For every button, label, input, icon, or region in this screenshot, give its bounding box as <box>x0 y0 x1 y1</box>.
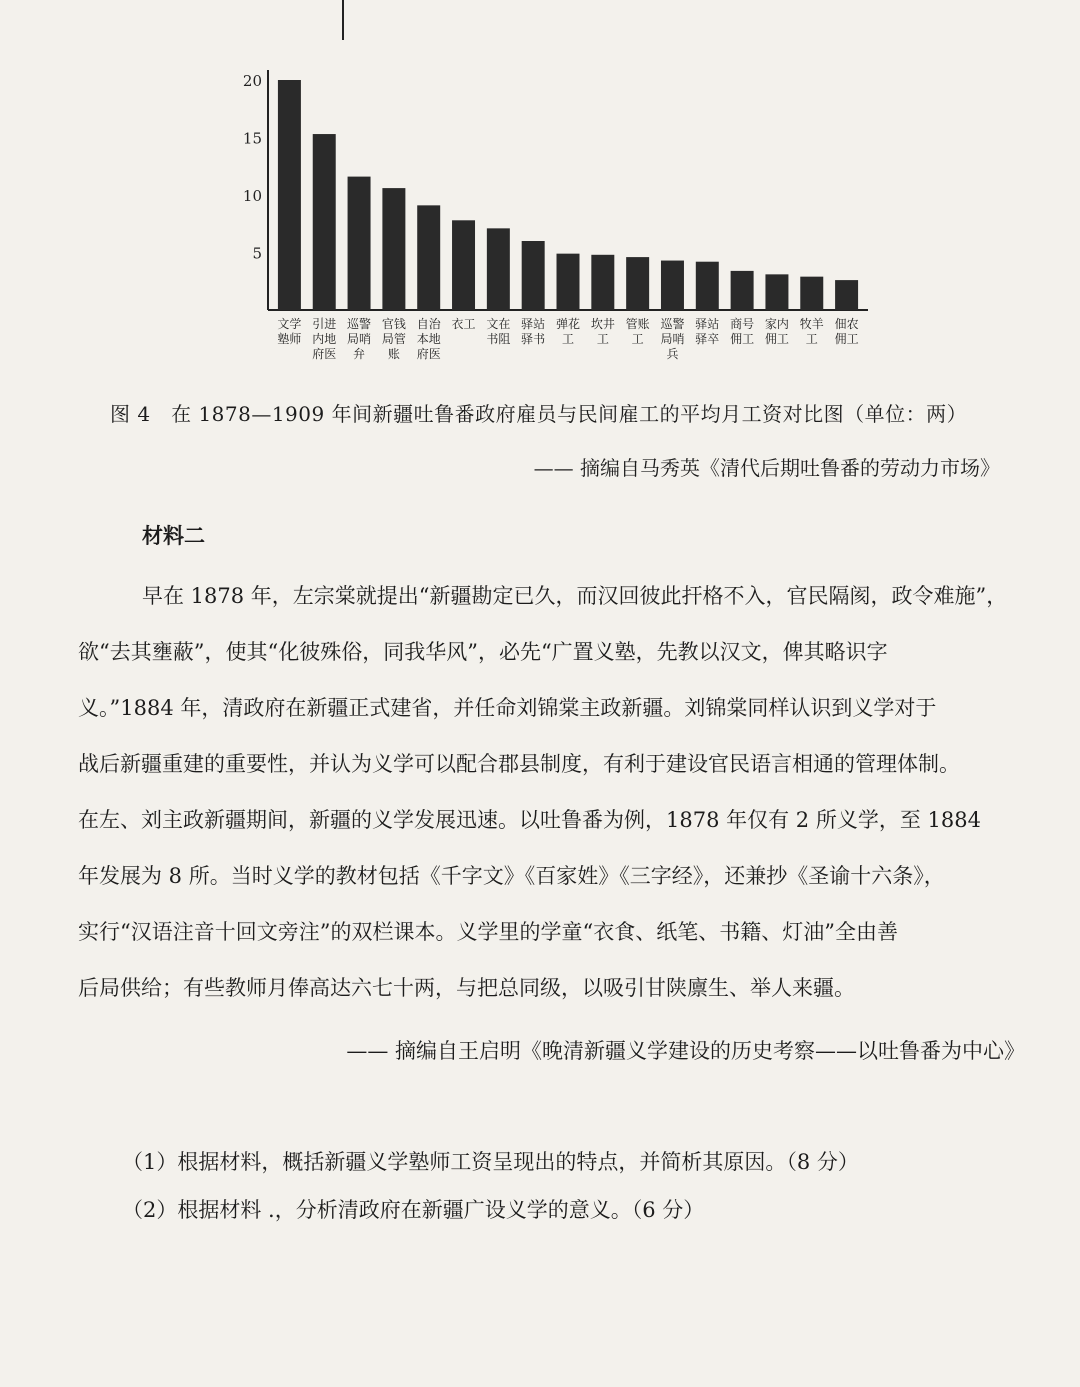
x-category-label: 工 <box>631 332 644 346</box>
paragraph-line: 后局供给；有些教师月俸高达六七十两，与把总同级，以吸引甘陕廪生、举人来疆。 <box>78 976 855 1000</box>
x-category-label: 家内 <box>764 317 789 331</box>
paragraph-line: 义。”1884 年，清政府在新疆正式建省，并任命刘锦棠主政新疆。刘锦棠同样认识到义学对于 <box>78 696 937 720</box>
section-title: 材料二 <box>142 523 205 548</box>
x-category-label: 官钱 <box>381 317 406 331</box>
x-category-label: 驿书 <box>521 332 546 346</box>
x-category-label: 兵 <box>666 347 679 361</box>
bar <box>522 241 545 310</box>
y-tick-label: 20 <box>242 72 262 90</box>
paragraph-line: 实行“汉语注音十回文旁注”的双栏课本。义学里的学童“衣食、纸笔、书籍、灯油”全由善 <box>78 920 898 944</box>
bar <box>313 134 336 310</box>
x-category-label: 本地 <box>416 332 441 346</box>
x-category-label: 内地 <box>312 332 337 346</box>
bar <box>382 188 405 310</box>
wage-bar-chart <box>0 0 1080 380</box>
paragraph-line: 早在 1878 年，左宗棠就提出“新疆勘定已久，而汉回彼此扞格不入，官民隔阂，政令难施”， <box>142 584 1008 608</box>
x-category-label: 塾师 <box>277 332 302 346</box>
bar <box>661 261 684 310</box>
x-category-label: 弹花 <box>555 317 581 331</box>
x-category-label: 自治 <box>416 317 441 331</box>
x-category-label: 文学 <box>277 317 302 331</box>
paragraph-line: 年发展为 8 所。当时义学的教材包括《千字文》《百家姓》《三字经》，还兼抄《圣谕十六条》， <box>78 864 945 888</box>
figure-source: —— 摘编自马秀英《清代后期吐鲁番的劳动力市场》 <box>533 456 1000 480</box>
bar <box>731 271 754 310</box>
x-category-label: 驿站 <box>521 317 546 331</box>
x-category-label: 引进 <box>312 317 337 331</box>
bar <box>278 80 301 310</box>
x-category-label: 驿卒 <box>695 332 720 346</box>
bar <box>348 177 371 310</box>
x-category-label: 局哨 <box>347 332 372 346</box>
x-category-label: 巡警 <box>347 317 372 331</box>
figure-caption: 图 4 在 1878—1909 年间新疆吐鲁番政府雇员与民间雇工的平均月工资对比图（单位：两） <box>110 402 968 426</box>
x-category-label: 文在 <box>486 317 511 331</box>
bar <box>452 220 475 310</box>
question-1: （1）根据材料，概括新疆义学塾师工资呈现出的特点，并简析其原因。（8 分） <box>122 1150 859 1174</box>
x-category-label: 坎井 <box>590 317 615 331</box>
bar <box>417 205 440 310</box>
bar <box>835 280 858 310</box>
x-category-label: 工 <box>561 332 575 346</box>
x-category-label: 局管 <box>381 332 406 346</box>
x-category-label: 佣工 <box>764 332 789 346</box>
y-tick-label: 15 <box>242 129 262 148</box>
x-category-label: 局哨 <box>660 332 685 346</box>
x-category-label: 府医 <box>312 347 337 361</box>
paragraph-line: 欲“去其壅蔽”，使其“化彼殊俗，同我华风”，必先“广置义塾，先教以汉文，俾其略识字 <box>78 640 888 664</box>
x-category-label: 工 <box>596 332 609 346</box>
material-paragraph <box>78 568 1008 1016</box>
bar <box>765 274 788 310</box>
bar <box>591 255 614 310</box>
x-category-label: 佣工 <box>834 332 859 346</box>
x-category-label: 商号 <box>730 317 755 331</box>
bar <box>696 262 719 310</box>
x-category-label: 管账 <box>625 317 650 331</box>
bar <box>626 257 649 310</box>
x-category-label: 衣工 <box>451 317 476 331</box>
bar <box>487 228 510 310</box>
x-category-label: 书阻 <box>486 332 511 346</box>
x-category-label: 牧羊 <box>799 317 824 331</box>
bar <box>557 254 580 310</box>
bar <box>800 277 823 310</box>
y-tick-label: 10 <box>242 187 262 205</box>
question-2: （2）根据材料 .，分析清政府在新疆广设义学的意义。（6 分） <box>122 1198 705 1222</box>
x-category-label: 工 <box>805 332 818 346</box>
y-tick-label: 5 <box>252 244 262 263</box>
x-category-label: 账 <box>387 347 400 361</box>
paragraph-line: 在左、刘主政新疆期间，新疆的义学发展迅速。以吐鲁番为例，1878 年仅有 2 所义学，至 1884 <box>78 808 981 832</box>
x-category-label: 巡警 <box>660 317 685 331</box>
x-category-label: 驿站 <box>695 317 720 331</box>
x-category-label: 弁 <box>353 347 366 361</box>
paragraph-line: 战后新疆重建的重要性，并认为义学可以配合郡县制度，有利于建设官民语言相通的管理体制。 <box>78 752 960 776</box>
material-source: —— 摘编自王启明《晚清新疆义学建设的历史考察——以吐鲁番为中心》 <box>346 1039 1025 1063</box>
x-category-label: 佃农 <box>834 317 859 331</box>
x-category-label: 府医 <box>416 347 441 361</box>
x-category-label: 佣工 <box>730 332 755 346</box>
